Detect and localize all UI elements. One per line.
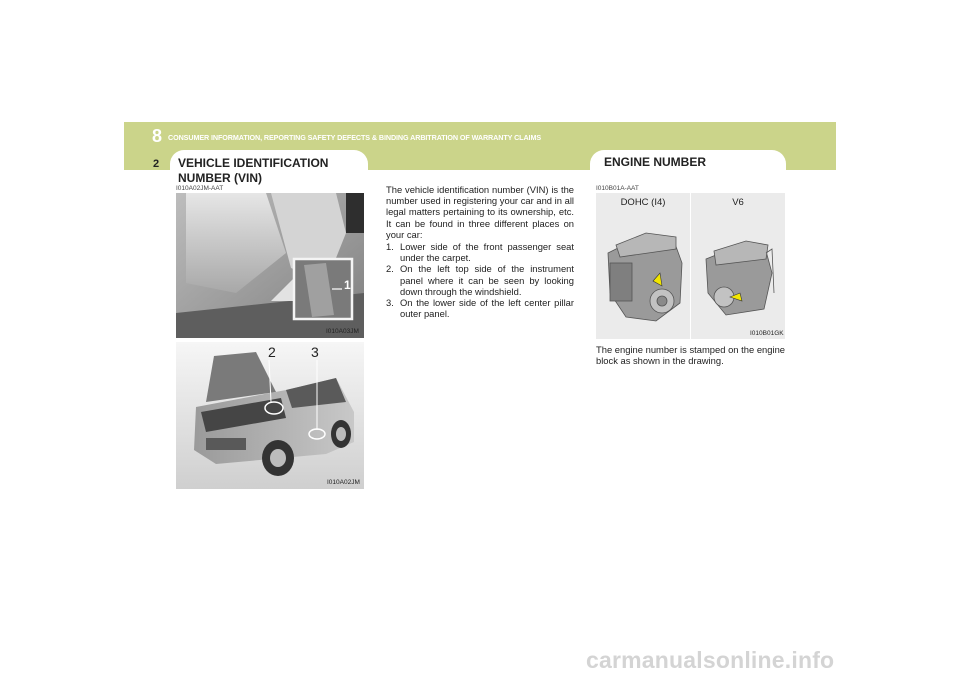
engine-label-v6: V6	[732, 197, 744, 208]
engine-number-figure	[596, 193, 785, 339]
vin-location-list	[386, 241, 574, 319]
seat-vin-photo	[176, 193, 364, 338]
vin-section-code: I010A02JM-AAT	[176, 185, 224, 192]
engine-label-dohc: DOHC (I4)	[620, 197, 666, 208]
vehicle-callout-2: 2	[268, 344, 276, 360]
vin-title-line1: VEHICLE IDENTIFICATION	[178, 156, 329, 170]
vin-intro-text: The vehicle identification number (VIN) is the number used in registering your car and in all legal matters pertaining to its ownership, etc. It can be found in three different places on your car:	[386, 184, 574, 240]
chapter-number: 8	[152, 126, 163, 146]
seat-illustration	[176, 193, 364, 338]
vin-section-title	[178, 156, 328, 186]
engine-illustrations	[596, 193, 785, 339]
vehicle-callout-3: 3	[311, 344, 319, 360]
chapter-title: CONSUMER INFORMATION, REPORTING SAFETY DEFECTS & BINDING ARBITRATION OF WARRANTY CLAIMS	[168, 133, 542, 142]
vin-location-item: 2. On the left top side of the instrument panel where it can be seen by looking down through the windshield.	[386, 263, 574, 297]
vin-title-line2: NUMBER (VIN)	[178, 171, 262, 185]
footer-brand-watermark: carmanualsonline.info	[586, 647, 835, 673]
seat-callout-1: 1	[344, 278, 351, 292]
engine-section-title: ENGINE NUMBER	[604, 155, 707, 169]
page-number: 2	[153, 158, 160, 170]
vehicle-photo-caption: I010A02JM	[327, 479, 360, 486]
engine-section-code: I010B01A-AAT	[596, 185, 639, 192]
vin-location-item: 1. Lower side of the front passenger seat under the carpet.	[386, 241, 574, 264]
engine-number-text: The engine number is stamped on the engine block as shown in the drawing.	[596, 344, 785, 367]
vehicle-vin-photo	[176, 342, 364, 489]
engine-figure-caption: I010B01GK	[750, 330, 784, 337]
vin-location-item: 3. On the lower side of the left center pillar outer panel.	[386, 297, 574, 320]
vehicle-illustration	[176, 342, 364, 489]
seat-photo-caption: I010A03JM	[326, 328, 359, 335]
